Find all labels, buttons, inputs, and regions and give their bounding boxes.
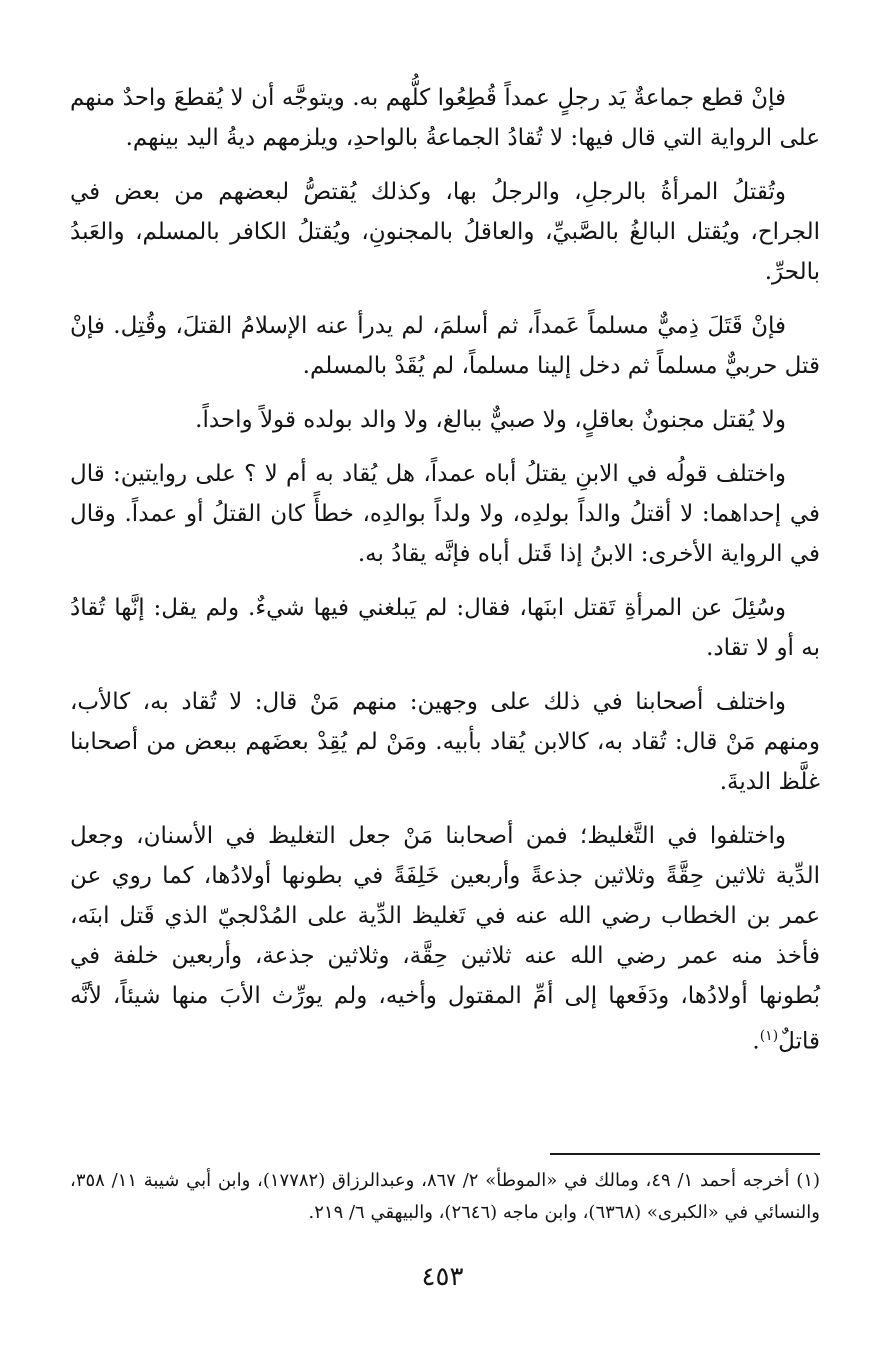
paragraph-4: ولا يُقتل مجنونٌ بعاقلٍ، ولا صبيٌّ ببالغ، ولا والد بولده قولاً واحداً. (195, 407, 786, 433)
paragraph-8-text: واختلفوا في التَّغليظ؛ فمن أصحابنا مَنْ جعل التغليظ في الأسنان، وجعل الدِّية ثلاثين حِقَّةً وثلاثين جذعةً وأربعين خَلِفَةً في بطونها أولادُها، كما روي عن عمر بن الخطاب رضي الله عنه في تَغليظ الدِّية على المُدْلجيّ الذي قَتل ابنَه، فأخذ منه عمر رضي الله عنه ثلاثين حِقَّة، وثلاثين جذعة، وأربعين خلفة في بُطونها أولادُها، ودَفَعها إلى أمِّ المقتول وأخيه، ولم يورِّث الأبَ منها شيئاً، لأنَّه قاتلٌ (70, 823, 820, 1055)
footnote: (١) أخرجه أحمد ١/ ٤٩، ومالك في «الموطأ» ٢/ ٨٦٧، وعبدالرزاق (١٧٧٨٢)، وابن أبي شيبة ١١/ ٣٥٨، والنسائي في «الكبرى» (٦٣٦٨)، وابن ماجه (٢٦٤٦)، والبيهقي ٦/ ٢١٩. (70, 1170, 821, 1223)
page-number: ٤٥٣ (421, 1262, 464, 1292)
paragraph-5: واختلف قولُه في الابنِ يقتلُ أباه عمداً، هل يُقاد به أم لا ؟ على روايتين: قال في إحداهما: لا أقتلُ والداً بولدِه، ولا ولداً بوالدِه، خطأً كان القتلُ أو عمداً. وقال في الرواية الأخرى: الابنُ إذا قَتل أباه فإنَّه يقادُ به. (70, 461, 820, 567)
paragraph-7: واختلف أصحابنا في ذلك على وجهين: منهم مَنْ قال: لا تُقاد به، كالأب، ومنهم مَنْ قال: تُقاد به، كالابن يُقاد بأبيه. ومَنْ لم يُقِدْ بعضَهم ببعض من أصحابنا غلَّظ الديةَ. (70, 689, 820, 795)
paragraph-2: وتُقتلُ المرأةُ بالرجلِ، والرجلُ بها، وكذلك يُقتصُّ لبعضهم من بعض في الجراح، ويُقتل البالغُ بالصَّبيِّ، والعاقلُ بالمجنونِ، ويُقتلُ الكافر بالمسلم، والعَبدُ بالحرِّ. (70, 179, 820, 285)
paragraph-1: فإنْ قطع جماعةٌ يَد رجلٍ عمداً قُطِعُوا كلُّهم به. ويتوجَّه أن لا يُقطعَ واحدٌ منهم على الرواية التي قال فيها: لا تُقادُ الجماعةُ بالواحدِ، ويلزمهم ديةُ اليد بينهم. (70, 85, 820, 151)
footnote-divider (550, 1153, 820, 1155)
paragraph-3: فإنْ قَتَلَ ذِميٌّ مسلماً عَمداً، ثم أسلمَ، لم يدرأ عنه الإسلامُ القتلَ، وقُتِل. فإنْ قتل حربيٌّ مسلماً ثم دخل إلينا مسلماً، لم يُقَدْ بالمسلم. (70, 313, 820, 379)
paragraph-8: واختلفوا في التَّغليظ؛ فمن أصحابنا مَنْ جعل التغليظ في الأسنان، وجعل الدِّية ثلاثين حِقَّةً وثلاثين جذعةً وأربعين خَلِفَةً في بطونها أولادُها، كما روي عن عمر بن الخطاب رضي الله عنه في تَغليظ الدِّية على المُدْلجيّ الذي قَتل ابنَه، فأخذ منه عمر رضي الله عنه ثلاثين حِقَّة، وثلاثين جذعة، وأربعين خلفة في بُطونها أولادُها، ودَفَعها إلى أمِّ المقتول وأخيه، ولم يورِّث الأبَ منها شيئاً، لأنَّه قاتلٌ$^{(١)}$. (70, 823, 820, 1055)
main-text (70, 78, 820, 1076)
footnote-reference: (١) (759, 1028, 779, 1044)
paragraph-6: وسُئِلَ عن المرأةِ تَقتل ابنَها، فقال: لم يَبلغني فيها شيءٌ. ولم يقل: إنَّها تُقادُ به أو لا تقاد. (70, 595, 820, 661)
